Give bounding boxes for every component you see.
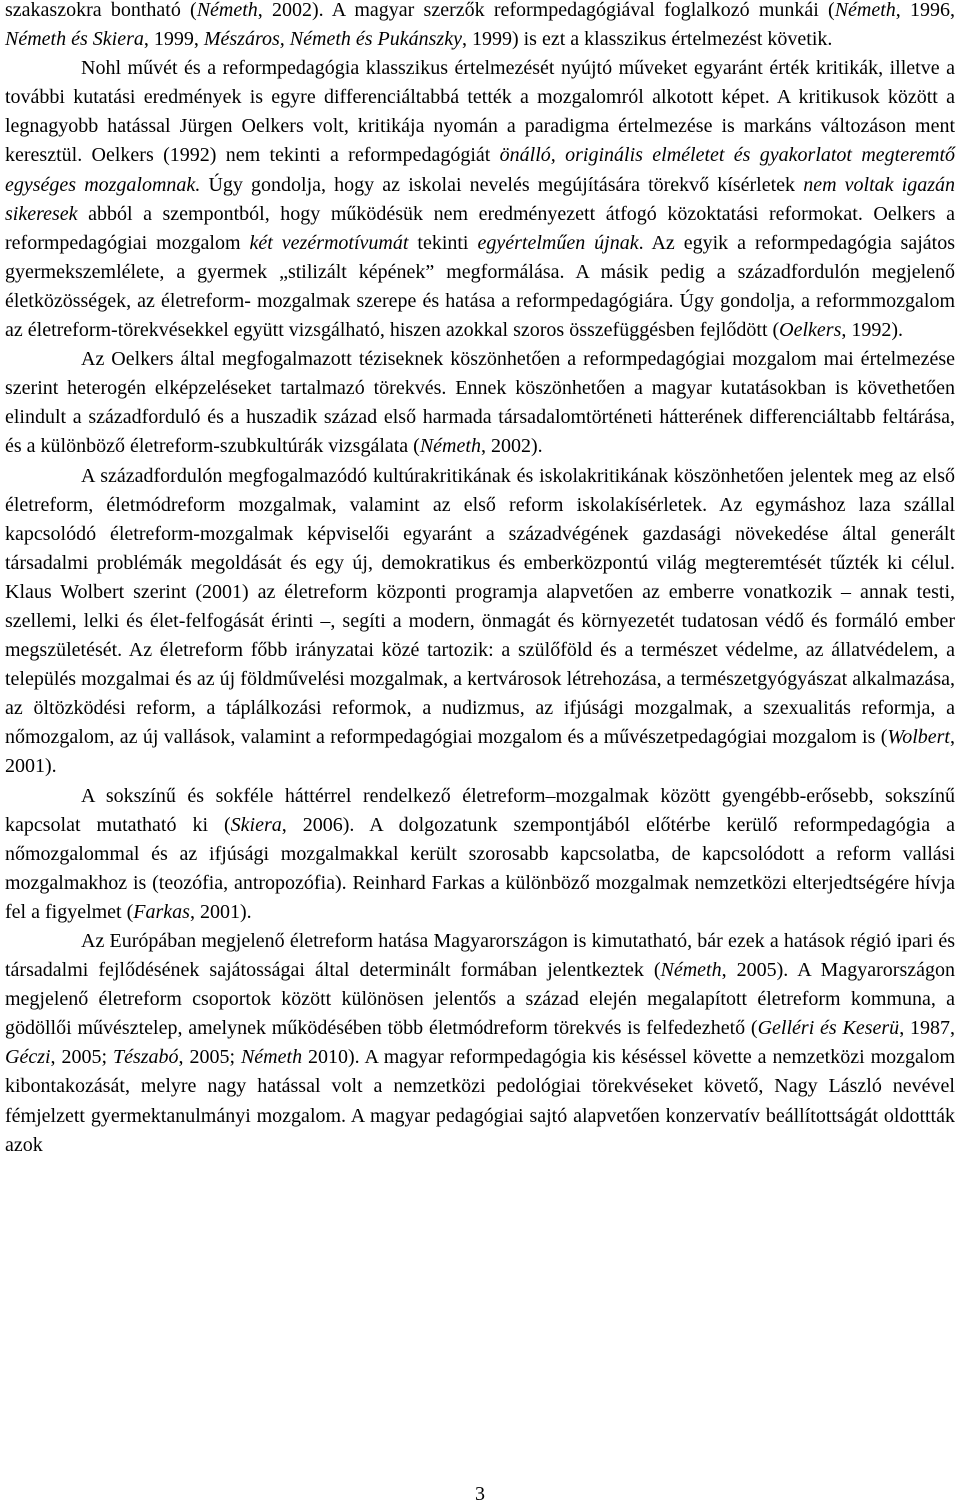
italic-text-run: két vezérmotívumát	[249, 231, 409, 254]
italic-text-run: nem voltak igazán sikeresek	[5, 173, 956, 225]
text-run: , 2002). A magyar szerzők reformpedagógiával foglalkozó munkái (	[257, 0, 835, 21]
text-run: szakaszokra bontható (	[5, 0, 197, 21]
text-run: . Az egyik a reformpedagógia sajátos gyermekszemlélete, a gyermek „stilizált képének” megformálása. A másik pedig a századfordulón megjelenő életközösségek, az életreform- mozgalmak szerepe és hatása a reformpedagógiára. Úgy gondolja, a reformmozgalom az életreform-törekvésekkel együtt vizsgálható, hiszen azokkal szoros összefüggésben fejlődött (	[5, 231, 955, 342]
italic-text-run: Oelkers	[779, 319, 842, 342]
italic-text-run: Németh	[834, 0, 896, 21]
italic-text-run: Wolbert	[887, 726, 950, 749]
paragraph-3	[5, 345, 955, 461]
text-run: 2010). A magyar reformpedagógia kis késéssel követte a nemzetközi mozgalom kibontakozását, melyre nagy hatással volt a nemzetközi pedológiai törekvéseket követő, Nagy László nevével fémjelzett gyermektanulmányi mozgalom. A magyar pedagógiai sajtó alapvetően konzervatív beállítottságát oldottták azok	[5, 1046, 956, 1156]
text-run: tekinti	[408, 231, 478, 254]
text-run: Az Európában megjelenő életreform hatása Magyarországon is kimutatható, bár ezek a hatások régió ipari és társadalmi fejlődésének sajátosságai által determinált formában jelentkeztek (	[5, 930, 955, 982]
text-run: , 1999) is ezt a klasszikus értelmezést követik.	[461, 28, 833, 51]
text-run: Az Oelkers által megfogalmazott téziseknek köszönhetően a reformpedagógiai mozgalom mai értelmezése szerint heterogén elképzeléseket tartalmazó törekvés. Ennek köszönhetően a magyar kutatásokban is követhetően elindult a századforduló és a huszadik század első harmada társadalomtörténeti hátterének differenciáltabb feltárása, és a különböző életreform-szubkultúrák vizsgálata (	[5, 348, 955, 458]
italic-text-run: Géczi	[5, 1046, 51, 1069]
text-run: , 1996,	[895, 0, 956, 21]
page-number: 3	[475, 1483, 485, 1505]
text-run: , 1992).	[841, 319, 904, 342]
italic-text-run: Mészáros, Németh és Pukánszky	[203, 28, 462, 51]
text-run: , 1987,	[899, 1017, 955, 1040]
text-run: , 2005;	[50, 1046, 113, 1069]
text-run: Nohl művét és a reformpedagógia klasszikus értelmezését nyújtó műveket egyaránt érték kritikák, illetve a további kutatási eredmények is egyre differenciáltabbá tették a mozgalomról alkotott képet. A kritikusok között a legnagyobb hatással Jürgen Oelkers volt, kritikája nyomán a paradigma értelmezése is markáns változáson ment keresztül. Oelkers (1992) nem tekinti a reformpedagógiát	[5, 57, 955, 167]
paragraph-4	[5, 462, 955, 782]
italic-text-run: önálló, originális elméletet és gyakorlatot megteremtő egységes mozgalomnak.	[5, 144, 956, 196]
text-run: , 1999,	[143, 28, 204, 51]
paragraph-2	[5, 54, 955, 345]
text-run: , 2005;	[178, 1046, 241, 1069]
italic-text-run: Farkas	[133, 900, 190, 923]
text-run: A sokszínű és sokféle háttérrel rendelkező életreform–mozgalmak között gyengébb-erősebb, sokszínű kapcsolat mutatható ki (	[5, 784, 955, 836]
paragraph-5	[5, 782, 955, 927]
text-run: , 2006). A dolgozatunk szempontjából előtérbe kerülő reformpedagógia a nőmozgalommal és az ifjúsági mozgalmakkal került szorosabb kapcsolatba, de kapcsolódott a reform vallási mozgalmakhoz is (teozófia, antropozófia). Reinhard Farkas a különböző mozgalmak nemzetközi elterjedtségére hívja fel a figyelmet (	[5, 813, 955, 923]
italic-text-run: Németh és Skiera	[5, 28, 144, 51]
text-run: , 2002).	[480, 435, 543, 458]
italic-text-run: Németh	[196, 0, 258, 21]
text-run: , 2001).	[5, 726, 955, 778]
italic-text-run: Németh	[419, 435, 481, 458]
italic-text-run: Németh	[240, 1046, 303, 1069]
text-run: A századfordulón megfogalmazódó kultúrakritikának és iskolakritikának köszönhetően jelentek meg az első életreform, életmódreform mozgalmak, valamint az első reform iskolakísérletek. Az egymáshoz laza szállal kapcsolódó életreform-mozgalmak képviselői egyaránt a századvégének gazdasági növekedése által generált társadalmi problémák megoldását és egy új, demokratikus és emberközpontú világ megteremtését tűzték ki célul. Klaus Wolbert szerint (2001) az életreform központi programja alapvetően az emberre vonatkozik – annak testi, szellemi, lelki és élet-felfogását érinti –, segíti a modern, önmagát és környezetét tudatosan védő és formáló ember megszületését. Az életreform főbb irányzatai közé tartozik: a szülőföld és a természet védelme, az állatvédelem, a település mozgalmai és az új földművelési mozgalmak, a kertvárosok létrehozása, a természetgyógyászat alkalmazása, az öltözködési reform, a táplálkozási reformok, a nudizmus, az ifjúsági mozgalmak, a szexualitás reformja, a nőmozgalom, az új vallások, valamint a reformpedagógiai mozgalom és a művészetpedagógiai mozgalom is (	[5, 464, 955, 749]
paragraph-1	[5, 0, 955, 54]
italic-text-run: Gelléri és Keserü	[757, 1017, 900, 1040]
text-run: , 2001).	[189, 900, 252, 923]
text-run: , 2005). A Magyarországon megjelenő életreform csoportok között különösen jelentős a század elején megalapított életreform kommuna, a gödöllői művésztelep, amelynek működésében több életmódreform törekvés is felfedezhető (	[5, 959, 955, 1040]
italic-text-run: Németh	[660, 959, 722, 982]
document-page	[5, 0, 955, 1160]
text-run: abból a szempontból, hogy működésük nem eredményezett átfogó közoktatási reformokat. Oelkers a reformpedagógiai mozgalom	[5, 202, 955, 254]
text-run: Úgy gondolja, hogy az iskolai nevelés megújítására törekvő kísérletek	[200, 173, 804, 196]
italic-text-run: egyértelműen újnak	[477, 231, 639, 254]
italic-text-run: Tészabó	[112, 1046, 179, 1069]
paragraph-6	[5, 927, 955, 1160]
italic-text-run: Skiera	[230, 813, 282, 836]
